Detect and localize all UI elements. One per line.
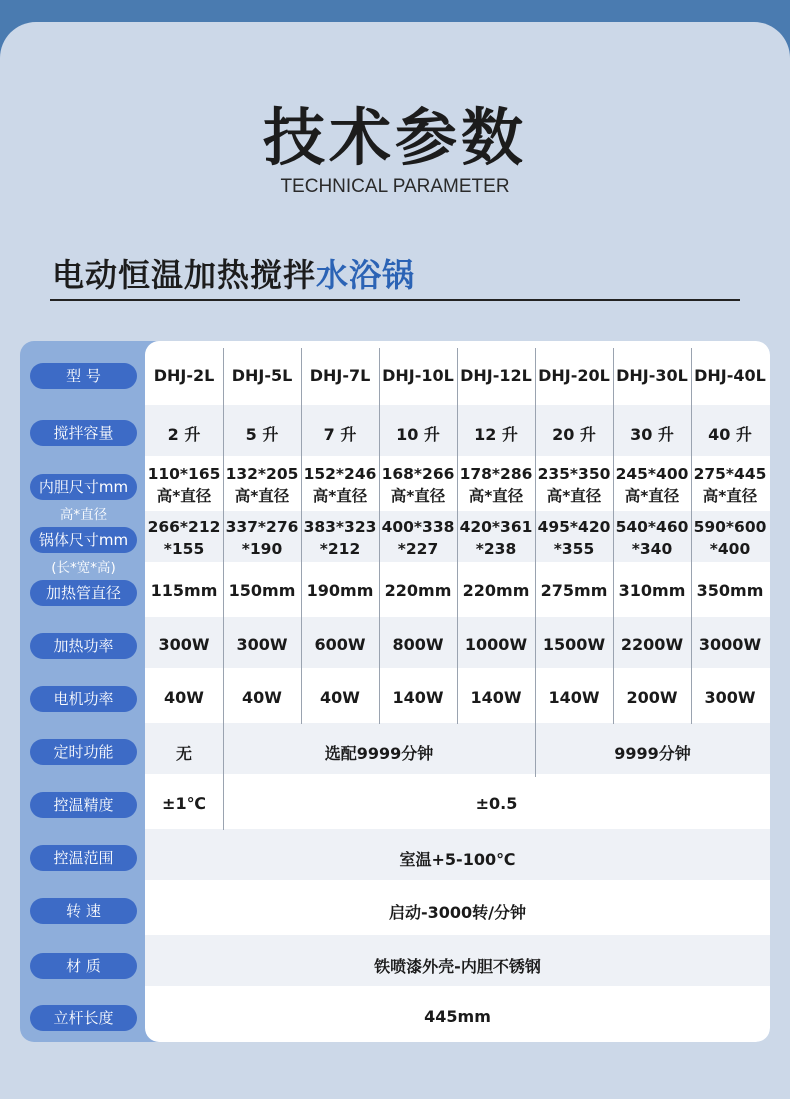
motor-power-cell: 140W	[392, 688, 444, 707]
inner-size-cell	[691, 463, 769, 507]
inner-size-cell	[379, 463, 457, 507]
heating-power-cell: 300W	[158, 635, 210, 654]
label-model: 型 号	[30, 363, 137, 389]
heater-diameter-cell: 350mm	[696, 581, 764, 600]
column-divider	[535, 348, 536, 777]
inner-size-dims: 245*400	[615, 465, 689, 483]
inner-size-cell	[613, 463, 691, 507]
motor-power-cell: 40W	[164, 688, 204, 707]
label-rod-length: 立杆长度	[30, 1005, 137, 1031]
body-size-line2: *212	[319, 540, 361, 558]
capacity-cell: 12 升	[474, 425, 518, 444]
heating-power-cell: 800W	[392, 635, 444, 654]
inner-size-unit: 高*直径	[702, 487, 758, 505]
label-heater-diameter: 加热管直径	[30, 580, 137, 606]
speed-value: 启动-3000转/分钟	[388, 903, 527, 922]
model-cell: DHJ-12L	[460, 366, 532, 385]
inner-size-cell	[301, 463, 379, 507]
motor-power-cell: 300W	[704, 688, 756, 707]
model-cell: DHJ-30L	[616, 366, 688, 385]
material-value: 铁喷漆外壳-内胆不锈钢	[374, 957, 541, 976]
heater-diameter-cell: 310mm	[618, 581, 686, 600]
inner-size-unit: 高*直径	[468, 487, 524, 505]
inner-size-cell	[457, 463, 535, 507]
capacity-cell: 40 升	[708, 425, 752, 444]
product-name-prefix: 电动恒温加热搅拌	[52, 256, 317, 294]
model-cell: DHJ-40L	[694, 366, 766, 385]
heating-power-cell: 600W	[314, 635, 366, 654]
body-size-cell	[379, 516, 457, 560]
body-size-line1: 540*460	[615, 518, 689, 536]
label-inner-size: 内胆尺寸mm	[30, 474, 137, 500]
rod-length-value: 445mm	[424, 1007, 491, 1026]
motor-power-cell: 200W	[626, 688, 678, 707]
body-size-line2: *155	[163, 540, 205, 558]
label-body-size-note: (长*宽*高)	[51, 560, 116, 576]
body-size-line2: *190	[241, 540, 283, 558]
model-cell: DHJ-5L	[231, 366, 293, 385]
inner-size-dims: 178*286	[459, 465, 533, 483]
inner-size-unit: 高*直径	[234, 487, 290, 505]
body-size-cell	[301, 516, 379, 560]
body-size-cell	[223, 516, 301, 560]
label-speed: 转 速	[30, 898, 137, 924]
inner-size-unit: 高*直径	[390, 487, 446, 505]
heater-diameter-cell: 220mm	[462, 581, 530, 600]
accuracy-cell-first: ±1℃	[162, 794, 206, 813]
page-title: 技术参数	[262, 101, 527, 174]
model-cell: DHJ-7L	[309, 366, 371, 385]
product-name-highlight: 水浴锅	[316, 256, 416, 294]
inner-size-cell	[145, 463, 223, 507]
label-motor-power: 电机功率	[30, 686, 137, 712]
body-size-line1: 383*323	[303, 518, 377, 536]
body-size-cell	[535, 516, 613, 560]
body-size-cell	[613, 516, 691, 560]
capacity-cell: 5 升	[245, 425, 279, 444]
label-body-size: 锅体尺寸mm	[30, 527, 137, 553]
body-size-line2: *340	[631, 540, 673, 558]
capacity-cell: 7 升	[323, 425, 357, 444]
heater-diameter-cell: 115mm	[150, 581, 218, 600]
inner-size-dims: 168*266	[381, 465, 455, 483]
heater-diameter-cell: 150mm	[228, 581, 296, 600]
capacity-cell: 20 升	[552, 425, 596, 444]
motor-power-cell: 140W	[548, 688, 600, 707]
body-size-line1: 590*600	[693, 518, 767, 536]
body-size-cell	[691, 516, 769, 560]
motor-power-cell: 40W	[320, 688, 360, 707]
heater-diameter-cell: 190mm	[306, 581, 374, 600]
inner-size-cell	[535, 463, 613, 507]
column-divider	[223, 348, 224, 777]
heating-power-cell: 3000W	[698, 635, 762, 654]
inner-size-dims: 275*445	[693, 465, 767, 483]
label-heating-power: 加热功率	[30, 633, 137, 659]
body-size-line1: 400*338	[381, 518, 455, 536]
body-size-cell	[457, 516, 535, 560]
label-capacity: 搅拌容量	[30, 420, 137, 446]
accuracy-cell-rest: ±0.5	[475, 794, 518, 813]
label-timer: 定时功能	[30, 739, 137, 765]
body-size-line2: *238	[475, 540, 517, 558]
timer-cell-optional: 选配9999分钟	[324, 744, 434, 763]
motor-power-cell: 40W	[242, 688, 282, 707]
label-accuracy: 控温精度	[30, 792, 137, 818]
capacity-cell: 30 升	[630, 425, 674, 444]
body-size-line2: *400	[709, 540, 751, 558]
heater-diameter-cell: 220mm	[384, 581, 452, 600]
motor-power-cell: 140W	[470, 688, 522, 707]
body-size-line1: 495*420	[537, 518, 611, 536]
temp-range-value: 室温+5-100℃	[399, 850, 516, 869]
label-inner-size-note: 高*直径	[59, 507, 108, 523]
product-name	[52, 250, 415, 296]
heating-power-cell: 1500W	[542, 635, 606, 654]
inner-size-unit: 高*直径	[546, 487, 602, 505]
inner-size-dims: 132*205	[225, 465, 299, 483]
label-temp-range: 控温范围	[30, 845, 137, 871]
body-size-line1: 420*361	[459, 518, 533, 536]
inner-size-unit: 高*直径	[312, 487, 368, 505]
inner-size-unit: 高*直径	[156, 487, 212, 505]
body-size-line2: *355	[553, 540, 595, 558]
heating-power-cell: 300W	[236, 635, 288, 654]
body-size-line2: *227	[397, 540, 439, 558]
model-cell: DHJ-10L	[382, 366, 454, 385]
inner-size-dims: 235*350	[537, 465, 611, 483]
capacity-cell: 2 升	[167, 425, 201, 444]
page-subtitle: TECHNICAL PARAMETER	[280, 176, 510, 197]
heater-diameter-cell: 275mm	[540, 581, 608, 600]
body-size-line1: 337*276	[225, 518, 299, 536]
timer-cell-none: 无	[175, 744, 192, 763]
inner-size-cell	[223, 463, 301, 507]
label-material: 材 质	[30, 953, 137, 979]
body-size-line1: 266*212	[147, 518, 221, 536]
model-cell: DHJ-2L	[153, 366, 215, 385]
heating-power-cell: 1000W	[464, 635, 528, 654]
capacity-cell: 10 升	[396, 425, 440, 444]
timer-cell-standard: 9999分钟	[614, 744, 691, 763]
model-cell: DHJ-20L	[538, 366, 610, 385]
body-size-cell	[145, 516, 223, 560]
inner-size-dims: 110*165	[147, 465, 221, 483]
inner-size-dims: 152*246	[303, 465, 377, 483]
heating-power-cell: 2200W	[620, 635, 684, 654]
inner-size-unit: 高*直径	[624, 487, 680, 505]
title-divider	[50, 299, 740, 301]
